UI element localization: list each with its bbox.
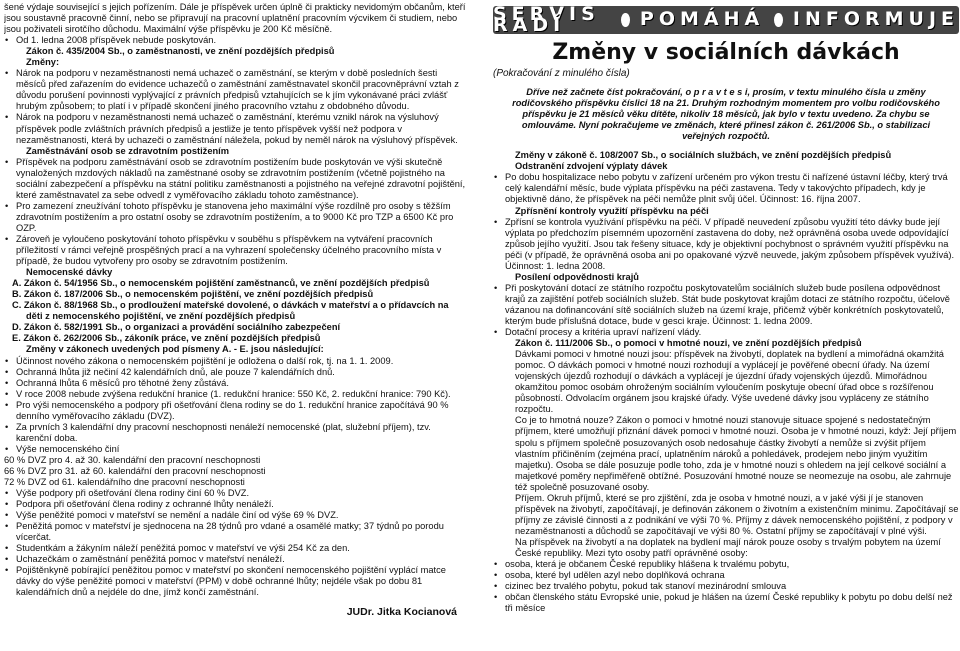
section-heading: Změny v zákonech uvedených pod písmeny A. - E. jsou následující: [26, 344, 324, 355]
banner-text-1: SERVIS RADÍ [493, 2, 600, 36]
section-heading: D. Zákon č. 582/1991 Sb., o organizaci a provádění sociálního zabezpečení [12, 322, 341, 333]
bullet-paragraph: • osoba, které byl udělen azyl nebo doplňková ochrana [493, 570, 959, 581]
section-heading: E. Zákon č. 262/2006 Sb., zákoník práce, ve znění pozdějších předpisů [12, 333, 321, 344]
correction-note: Dříve než začnete číst pokračování, o p r a v t e s i, prosím, v textu minulého čísla u změny rodičovského příspěvku číslici 18 na 21. Druhým rozhodným momentem pro volbu rodičovského příspěvku je 21 měsíců věku dítěte, nikoliv 18 měsíců, jak bylo v textu uvedeno. Za chybu se omlouváme. Nyní pokračujeme ve změnách, které přinesl zákon č. 261/2006 Sb., o stabilizaci veřejných rozpočtů. [512, 87, 940, 142]
section-heading: Zpřísnění kontroly využití příspěvku na péči [515, 205, 709, 216]
paragraph: 72 % DVZ od 61. kalendářního dne pracovní neschopnosti [4, 477, 245, 488]
bullet-paragraph: • Pro zamezení zneužívání tohoto příspěvku je stanovena jeho maximální výše rozdílně pro osoby s těžším zdravotním postižením a pro ostatní osoby se zdravotním postižením, a to 9000 Kč pro TZP a 6500 Kč pro OZP. [4, 201, 467, 234]
bullet-paragraph: • Nárok na podporu v nezaměstnanosti nemá uchazeč o zaměstnání, kterému vznikl nárok na výsluhový příspěvek podle zvláštních právních předpisů a jestliže je tento příspěvek vyšší než podpora v nezaměstnanosti, která by uchazeči o zaměstnání náležela, pokud by neměl nárok na výsluhový příspěvek. [4, 112, 467, 145]
bullet-paragraph: • V roce 2008 nebude zvýšena redukční hranice (1. redukční hranice: 550 Kč, 2. redukční hranice: 790 Kč). [4, 389, 467, 400]
section-heading: Zákon č. 435/2004 Sb., o zaměstnanosti, ve znění pozdějších předpisů [26, 46, 335, 57]
section-banner [493, 2, 959, 36]
bullet-paragraph: • Účinnost nového zákona o nemocenském pojištění je odložena o další rok, tj. na 1. 1. 2009. [4, 356, 467, 367]
article-subtitle: (Pokračování z minulého čísla) [493, 68, 630, 79]
bullet-paragraph: • Podpora při ošetřování člena rodiny z ochranné lhůty nenáleží. [4, 499, 467, 510]
right-article-body [493, 150, 959, 614]
bullet-paragraph: • Studentkám a žákyním náleží peněžitá pomoc v mateřství ve výši 254 Kč za den. [4, 543, 467, 554]
section-heading: Změny: [26, 57, 60, 68]
section-heading: A. Zákon č. 54/1956 Sb., o nemocenském pojištění zaměstnanců, ve znění pozdějších předpisů [12, 278, 430, 289]
bullet-paragraph: • Výše podpory při ošetřování člena rodiny činí 60 % DVZ. [4, 488, 467, 499]
section-heading: Odstranění zdvojení výplaty dávek [515, 161, 668, 172]
bullet-paragraph: • občan členského státu Evropské unie, pokud je hlášen na území České republiky k pobytu po dobu delší než tři měsíce [493, 592, 959, 614]
author-signature: JUDr. Jitka Kocianová [346, 605, 457, 618]
left-column [4, 2, 467, 650]
bullet-paragraph: • Při poskytování dotací ze státního rozpočtu poskytovatelům sociálních služeb bude posílena odpovědnost krajů za zajištění potřeb sociálních služeb. Stát bude poskytovat krajům dotaci ze státního rozpočtu, účelově vázanou na dofinancování sítě sociálních služeb na území kraje, přičemž výběr konkrétních poskytovatelů, kterým bude příslušná dotace, bude v gesci kraje. Účinnost: 1. ledna 2009. [493, 283, 959, 327]
section-heading: Zaměstnávání osob se zdravotním postižením [26, 145, 230, 156]
bullet-paragraph: • Příspěvek na podporu zaměstnávání osob se zdravotním postižením bude poskytován ve výši skutečně vynaložených mzdových nákladů na zaměstnané osoby se zdravotním postižením (včetně pojistného na sociální zabezpečení a příspěvku na státní politiku zaměstnanosti a pojistného na veřejné zdravotní pojištění, které zaměstnavatel za sebe odvedl z vyměřovacího základu tohoto zaměstnance). [4, 157, 467, 201]
section-heading: C. Zákon č. 88/1968 Sb., o prodloužení mateřské dovolené, o dávkách v mateřství a o přídavcích na děti z nemocenského pojištění, ve znění pozdějších předpisů [12, 300, 449, 322]
bullet-paragraph: • Ochranná lhůta již nečiní 42 kalendářních dnů, ale pouze 7 kalendářních dnů. [4, 367, 467, 378]
section-heading: Posílení odpovědnosti krajů [515, 271, 639, 282]
bullet-paragraph: • Výše nemocenského činí [4, 444, 467, 455]
bullet-paragraph: • Po dobu hospitalizace nebo pobytu v zařízení určeném pro výkon trestu či nařízené ústavní léčby, který trvá celý kalendářní měsíc, bude výplata příspěvku na péči zastavena. Tedy v takovýchto případech, kdy je objektivně dáno, že příspěvek na péči nemůže plnit svůj účel. Účinnost: 16. října 2007. [493, 172, 959, 205]
bullet-paragraph: • osoba, která je občanem České republiky hlášena k trvalému pobytu, [493, 559, 959, 570]
bullet-paragraph: • Dotační procesy a kritéria upraví nařízení vlády. [493, 327, 959, 338]
bullet-dot-icon [621, 13, 630, 27]
bullet-paragraph: • Od 1. ledna 2008 příspěvek nebude poskytován. [4, 35, 467, 46]
bullet-paragraph: • Za prvních 3 kalendářní dny pracovní neschopnosti nenáleží nemocenské (plat, služební příjem), tzv. karenční doba. [4, 422, 467, 444]
paragraph: šené výdaje související s jejich pořízením. Dále je příspěvek určen úplně či prakticky nevidomým občanům, kteří jsou soustavně pracovně činní, nebo se připravují na pracovní uplatnění pracovním výcvikem či studiem, nebo jsou poživateli sirotčího důchodu. Maximální výše příspěvku je 200 Kč měsíčně. [4, 2, 466, 35]
article-title: Změny v sociálních dávkách [552, 40, 900, 65]
paragraph: Na příspěvek na živobytí a na doplatek na bydlení mají nárok pouze osoby s trvalým pobytem na území České republiky. Mezi tyto osoby patří oprávněné osoby: [515, 536, 941, 558]
paragraph: 66 % DVZ pro 31. až 60. kalendářní den pracovní neschopnosti [4, 465, 266, 476]
bullet-paragraph: • Uchazečkám o zaměstnání peněžitá pomoc v mateřství nenáleží. [4, 554, 467, 565]
bullet-paragraph: • Ochranná lhůta 6 měsíců pro těhotné ženy zůstává. [4, 378, 467, 389]
right-column [493, 2, 959, 650]
bullet-dot-icon [774, 13, 783, 27]
section-heading: Zákon č. 111/2006 Sb., o pomoci v hmotné nouzi, ve znění pozdějších předpisů [515, 338, 862, 349]
bullet-paragraph: • Nárok na podporu v nezaměstnanosti nemá uchazeč o zaměstnání, se kterým v době posledních šesti měsíců před zařazením do evidence uchazečů o zaměstnání zaměstnavatel skončil pracovněprávní vztah z důvodu porušení povinnosti vyplývající z právních předpisů vztahujících se k jím vykonávané práci zvlášť hrubým způsobem; to platí i v případě skončení jiného pracovního vztahu z obdobného důvodu. [4, 68, 467, 112]
paragraph: Co je to hmotná nouze? Zákon o pomoci v hmotné nouzi stanovuje situace spojené s nedostatečným příjmem, které umožňují přiznání dávek pomoci v hmotné nouzi. Osoba je v hmotné nouzi, když: Její příjem spolu s příjmem společně posuzovaných osob nedosahuje částky živobytí a nemůže si zvýšit příjem vlastním přičiněním (zejména prací, uplatněním nároků a pohledávek, prodejem nebo jiným využitím majetku). Osoba se dále posuzuje podle toho, zda je v hmotné nouzi s ohledem na její celkové sociální a majetkové poměry nepřiměřeně obtížné. Posuzování hmotné nouze se neomezuje na osobu, ale zahrnuje též společně posuzované osoby. [515, 415, 957, 492]
bullet-paragraph: • Peněžitá pomoc v mateřství je sjednocena na 28 týdnů pro vdané a osamělé matky; 37 týdnů po porodu vícerčat. [4, 521, 467, 543]
bullet-paragraph: • Zpřísní se kontrola využívání příspěvku na péči. V případě neuvedení způsobu využití této dávky bude její výplata po předchozím písemném upozornění zastavena do doby, než oprávněná osoba uvede odpovídající způsob jejího využití. Jsou tak řešeny situace, kdy je objektivní pochybnost o správném využití příspěvku na péči (v případě, že oprávněná osoba ani po opakované výzvě neuvede, jakým způsobem příspěvek využívá). Účinnost: 1. ledna 2008. [493, 217, 959, 272]
paragraph: Příjem. Okruh příjmů, které se pro zjištění, zda je osoba v hmotné nouzi, a v jaké výši jí je stanoven příspěvek na živobytí, započítávají, je definován zákonem o životním a existenčním minimu. Započítávají se příjmy ze závislé činnosti a z podnikání ve výši 70 %. Příjmy z dávek nemocenského pojištění, z podpory v nezaměstnanosti a důchodů se započítávají ve výši 80 %. Ostatní příjmy se započítávají v plné výši. [515, 492, 959, 536]
left-article-body [4, 2, 467, 599]
bullet-paragraph: • Pojištěnkyně pobírající peněžitou pomoc v mateřství po skončení nemocenského pojištění vyplácí matce dávky do výše peněžité pomoci v mateřství (PPM) v době ochranné lhůty; nejdéle však po dobu 81 kalendářních dnů a nejdéle do dne, jímž končí zaměstnání. [4, 565, 467, 598]
banner-text-2: POMÁHÁ [639, 8, 765, 31]
bullet-paragraph: • cizinec bez trvalého pobytu, pokud tak stanoví mezinárodní smlouva [493, 581, 959, 592]
bullet-paragraph: • Výše peněžité pomoci v mateřství se nemění a nadále činí od výše 69 % DVZ. [4, 510, 467, 521]
paragraph: Dávkami pomoci v hmotné nouzi jsou: příspěvek na živobytí, doplatek na bydlení a mimořádná okamžitá pomoc. O dávkách pomoci v hmotné nouzi rozhodují a vyplácejí je pověřené obecní úřady. Na území vojenských újezdů rozhodují o dávkách a vyplácejí je újezdní úřady vojenských újezdů. Mimořádnou okamžitou pomoc osobám ohroženým sociálním vyloučením poskytuje obecní úřad obce s rozšířenou působností. Odvolacím orgánem jsou krajské úřady. Výše uvedené dávky jsou vypláceny ze státního rozpočtu. [515, 349, 944, 415]
section-heading: B. Zákon č. 187/2006 Sb., o nemocenském pojištění, ve znění pozdějších předpisů [12, 289, 374, 300]
section-heading: Změny v zákoně č. 108/2007 Sb., o sociálních službách, ve znění pozdějších předpisů [515, 150, 892, 161]
bullet-paragraph: • Zároveň je vyloučeno poskytování tohoto příspěvku v souběhu s příspěvkem na vytváření pracovních příležitostí v rámci veřejně prospěšných prací a na vyhrazení společensky účelného pracovního místa v případě, že budou vytvořeny pro osoby se zdravotním postižením. [4, 234, 467, 267]
bullet-paragraph: • Pro výši nemocenského a podpory při ošetřování člena rodiny se do 1. redukční hranice započítává 90 % denního vyměřovacího základu (DVZ). [4, 400, 467, 422]
banner-text-3: INFORMUJE [792, 8, 959, 31]
section-heading: Nemocenské dávky [26, 267, 113, 278]
paragraph: 60 % DVZ pro 4. až 30. kalendářní den pracovní neschopnosti [4, 454, 261, 465]
